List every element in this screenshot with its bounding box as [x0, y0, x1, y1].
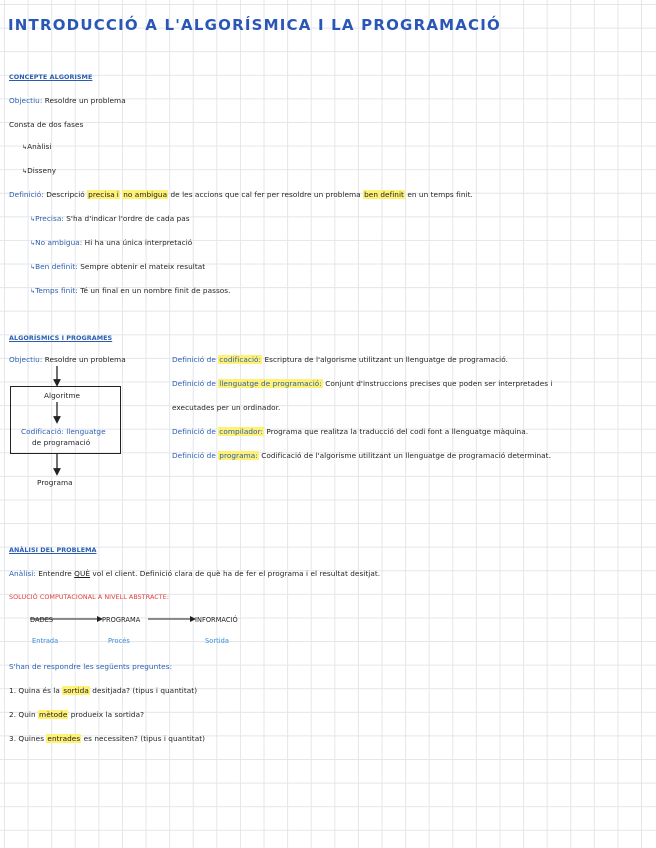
objectiu2-label: Objectiu:	[9, 355, 43, 364]
node-codificacio-line2: de programació	[32, 438, 91, 447]
page-title: INTRODUCCIÓ A L'ALGORÍSMICA I LA PROGRAMACIÓ	[8, 16, 502, 34]
def-llenguatge	[172, 379, 553, 389]
def-c: en un temps finit.	[407, 190, 473, 199]
question-2	[9, 710, 144, 720]
ben-text: Sempre obtenir el mateix resultat	[80, 262, 206, 271]
section-heading-analisi: ANÀLISI DEL PROBLEMA	[9, 546, 97, 554]
arrow-icon: ↳	[30, 264, 36, 271]
objectiu2-text: Resoldre un problema	[44, 355, 126, 364]
solucio-heading: SOLUCIÓ COMPUTACIONAL A NIVELL ABSTRACTE:	[9, 593, 170, 601]
question-3	[9, 734, 205, 744]
d1-label: Definició de	[172, 355, 216, 364]
node-codificacio	[21, 427, 106, 437]
ben-label: Ben definit:	[35, 262, 78, 271]
analisi-a: Entendre	[38, 569, 72, 578]
q3-hl: entrades	[47, 734, 81, 743]
arrow-icon: ↳	[30, 240, 36, 247]
def-b: de les accions que cal fer per resoldre un problema	[170, 190, 361, 199]
temps-label: Temps finit:	[35, 286, 78, 295]
def-ben: ben definit	[364, 190, 404, 199]
q2-hl: mètode	[39, 710, 68, 719]
d3-term: compilador:	[219, 427, 263, 436]
d4-term: programa:	[219, 451, 258, 460]
def-programa	[172, 451, 551, 461]
arrow-icon: ↳	[30, 288, 36, 295]
flow-informacio: INFORMACIÓ	[195, 616, 238, 624]
arrow-icon: ↳	[22, 144, 28, 151]
def-i: i	[116, 190, 119, 199]
consta-text: Consta de dos fases	[9, 120, 84, 129]
node-algoritme: Algoritme	[44, 391, 81, 400]
analisi-b: vol el client. Definició clara de què ha de fer el programa i el resultat desitjat.	[92, 569, 381, 578]
flow-sortida: Sortida	[205, 637, 229, 645]
q1-a: 1. Quina és la	[9, 686, 60, 695]
definicio-label: Definició:	[9, 190, 44, 199]
d1-text: Escriptura de l'algorisme utilitzant un llenguatge de programació.	[264, 355, 508, 364]
def-codificacio	[172, 355, 508, 365]
preguntes-text: S'han de respondre les següents preguntes:	[9, 662, 173, 671]
def-compilador	[172, 427, 528, 437]
d2-text: Conjunt d'instruccions precises que poden ser interpretades i	[325, 379, 553, 388]
objectiu-label: Objectiu:	[9, 96, 43, 105]
d4-label: Definició de	[172, 451, 216, 460]
fase2-text: Disseny	[27, 166, 57, 175]
d3-text: Programa que realitza la traducció del codi font a llenguatge màquina.	[266, 427, 529, 436]
q2-b: produeix la sortida?	[70, 710, 145, 719]
fase1-text: Anàlisi	[27, 142, 52, 151]
node-codificacio-line1: Codificació: llenguatge	[21, 427, 106, 436]
flow-dades: DADES	[30, 616, 54, 624]
q3-a: 3. Quines	[9, 734, 45, 743]
temps-text: Té un final en un nombre finit de passos.	[80, 286, 231, 295]
analisi-que: QUÈ	[74, 569, 91, 578]
question-1	[9, 686, 197, 696]
arrow-icon: ↳	[30, 216, 36, 223]
analisi-label: Anàlisi:	[9, 569, 36, 578]
node-programa: Programa	[37, 478, 73, 487]
q1-hl: sortida	[63, 686, 89, 695]
section-heading-algorismes: ALGORÍSMICS I PROGRAMES	[9, 334, 113, 342]
arrow-icon: ↳	[22, 168, 28, 175]
flow-programa: PROGRAMA	[102, 616, 141, 624]
def-llenguatge-cont: executades per un ordinador.	[172, 403, 281, 412]
noamb-text: Hi ha una única interpretació	[84, 238, 193, 247]
def-precisa: precisa	[88, 190, 115, 199]
q3-b: es necessiten? (tipus i quantitat)	[83, 734, 206, 743]
objectiu-text: Resoldre un problema	[44, 96, 126, 105]
d2-label: Definició de	[172, 379, 216, 388]
d3-label: Definició de	[172, 427, 216, 436]
def-a: Descripció	[46, 190, 85, 199]
q2-a: 2. Quin	[9, 710, 36, 719]
precisa-text: S'ha d'indicar l'ordre de cada pas	[66, 214, 190, 223]
flow-proces: Procés	[108, 637, 130, 645]
d4-text: Codificació de l'algorisme utilitzant un llenguatge de programació determinat.	[261, 451, 551, 460]
q1-b: desitjada? (tipus i quantitat)	[92, 686, 198, 695]
section-heading-concepte: CONCEPTE ALGORISME	[9, 73, 93, 81]
def-noamb: no ambigua	[123, 190, 168, 199]
analisi-line	[9, 569, 380, 579]
noamb-label: No ambigua:	[35, 238, 83, 247]
d2-term: llenguatge de programació:	[219, 379, 322, 388]
precisa-label: Precisa:	[35, 214, 64, 223]
flow-entrada: Entrada	[32, 637, 59, 645]
d1-term: codificació:	[219, 355, 262, 364]
